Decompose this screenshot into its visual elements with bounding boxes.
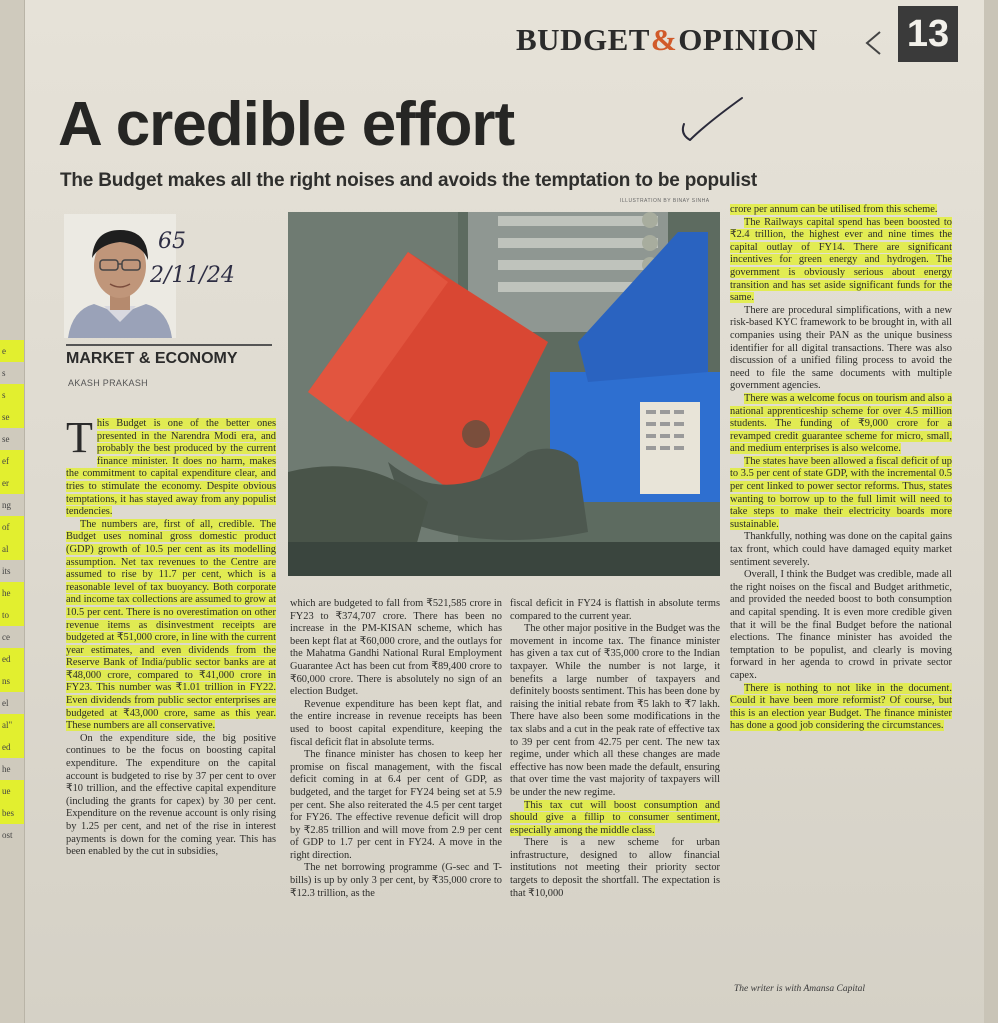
paragraph: This tax cut will boost consumption and should give a fillip to consumer sentiment, especially among the middle class. [510,799,720,836]
chevron-icon [864,30,882,56]
strip-fragment: se [0,406,24,428]
strip-fragment: ed [0,736,24,758]
paragraph: There was a welcome focus on tourism and also a national apprenticeship scheme for over 4.5 million students. The funding of ₹9,000 crore for a revamped credit guarantee scheme for micro, small, and medium enterprises is also welcome. [730,392,952,455]
check-icon [642,212,658,228]
article-column-4 [730,204,952,994]
strip-fragment: ng [2,500,11,510]
paragraph: The Railways capital spend has been boosted to ₹2.4 trillion, the highest ever and nine times the capital outlay of FY14. There are significant incentives for green energy and hydrogen. The government is obviously serious about energy transition and has set aside significant funds for the same. [730,216,952,304]
adjacent-page-strip [0,0,25,1023]
paragraph: The states have been allowed a fiscal deficit of up to 3.5 per cent of state GDP, with the incremental 0.5 per cent linked to power sector reforms. Thus, states wanting to borrow up to the full limit will need to take steps to make their electricity boards more sustainable. [730,455,952,530]
article-column-3 [510,598,720,994]
paragraph: The finance minister has chosen to keep her promise on fiscal management, with the fiscal deficit coming in at 6.4 per cent of GDP, as budgeted, and the target for FY24 being set at 5.9 per cent. She also reiterated the 4.5 per cent target for FY26. The effective revenue deficit will drop by ₹2.85 trillion and will move from 2.9 per cent of GDP to 1.7 per cent in FY24. A move in the right direction. [290,749,502,861]
strip-fragment: to [0,604,24,626]
strip-fragment: s [0,384,24,406]
article-column-1 [66,418,276,994]
strip-fragment: ed [0,648,24,670]
strip-fragment: al [0,538,24,560]
drop-cap: T [66,418,93,462]
strip-fragment: he [0,582,24,604]
handwritten-number: 65 [158,229,186,254]
paragraph: Revenue expenditure has been kept flat, and the entire increase in revenue receipts has been used to boost capital expenditure, keeping the fiscal deficit flat in absolute terms. [290,698,502,748]
paragraph: On the expenditure side, the big positive continues to be the focus on boosting capital expenditure. The expenditure on the capital account is budgeted to rise by 37 per cent to over ₹10 trillion, and the effective capital expenditure (including the grants for capex) by 30 per cent. Expenditure on the revenue account is only rising by 1.25 per cent, and net of the rise in interest payments is down for the coming year. This has been enabled by the cut in subsidies, [66,732,276,858]
headline: A credible effort [58,90,515,159]
section-opinion: OPINION [678,22,818,57]
strip-fragment: e [0,340,24,362]
standfirst: The Budget makes all the right noises and avoids the temptation to be populist [60,170,757,191]
paragraph: The net borrowing programme (G-sec and T-bills) is up by only 3 per cent, by ₹35,000 crore to ₹12.3 trillion, as the [290,862,502,899]
handwritten-note [150,222,260,296]
article-column-2 [290,598,502,994]
check-icon [642,235,658,251]
page-edge [984,0,998,1023]
paragraph: The other major positive in the Budget was the movement in income tax. The finance minister has given a tax cut of ₹35,000 crore to the Indian taxpayer. While the number is not large, it benefits a large number of taxpayers and definitely boosts sentiment. This has been done by raising the initial rebate from ₹5 lakh to ₹7 lakh. There have also been some modifications in the tax slabs and a cut in the peak rate of effective tax to 39 per cent from 42.75 per cent. The new tax regime, under which all these changes are made effective has now been made the default, ensuring that over time the vast majority of taxpayers will be under the new regime. [510,623,720,798]
paragraph: There are procedural simplifications, with a new risk-based KYC framework to be brought in, with all companies using their PAN as the unique business identifier for all digital transactions. There was also discussion of a unified filing process to avoid the need to file the same documents with multiple government agencies. [730,304,952,392]
strip-fragment: ef [0,450,24,472]
strip-fragment: bes [0,802,24,824]
section-header [516,22,818,58]
handwritten-date: 2/11/24 [150,263,235,288]
strip-fragment: ue [0,780,24,802]
strip-fragment: se [2,434,10,444]
section-ampersand: & [650,22,678,57]
byline: AKASH PRAKASH [68,378,148,388]
strip-fragment: el [2,698,9,708]
paragraph: fiscal deficit in FY24 is flattish in absolute terms compared to the current year. [510,598,720,622]
section-budget: BUDGET [516,22,650,57]
column-name: MARKET & ECONOMY [66,344,272,368]
paragraph: There is a new scheme for urban infrastructure, designed to allow financial institutions not meeting their priority sector targets to deposit the shortfall. The expectation is that ₹10,000 [510,837,720,899]
paragraph: The numbers are, first of all, credible. The Budget uses nominal gross domestic product (GDP) growth of 10.5 per cent as its modelling assumption. Net tax revenues to the Centre are assumed to rise by 11.7 per cent, which is a reasonable level of tax buoyancy. Both corporate and income tax collections are assumed to grow at 10.5 per cent. There is no overestimation on other revenue items as disinvestment receipts are budgeted at ₹51,000 crore, in line with the current year estimates, and even dividends from the Reserve Bank of India/public sector banks are at ₹48,000 crore, compared to ₹41,000 crore in FY23. This number was ₹1.01 trillion in FY22. Even dividends from public sector enterprises are budgeted at ₹43,000 crore, same as this year. These numbers are all conservative. [66,518,276,732]
strip-fragment: ce [2,632,10,642]
budget-illustration [288,212,720,576]
strip-fragment: its [2,566,11,576]
paragraph: crore per annum can be utilised from this scheme. [730,204,938,215]
paragraph: This Budget is one of the better ones presented in the Narendra Modi era, and probably the best produced by the current finance minister. It does no harm, makes the commitment to capital expenditure clear, and tries to stimulate the economy. Despite obvious temptations, it has stayed away from any populist tendencies. [66,418,276,518]
strip-fragment: ost [2,830,13,840]
paragraph: Overall, I think the Budget was credible, made all the right noises on the fiscal and Budget arithmetic, and provided the needed boost to both consumption and capital spending. It is even more credible given that it will be the final Budget before the national elections. The finance minister has avoided the temptation to be populist, and clearly is moving forward in her agenda to crowd in private sector capex. [730,569,952,681]
strip-fragment: ns [0,670,24,692]
strip-fragment: al" [0,714,24,736]
paragraph: There is nothing to not like in the document. Could it have been more reformist? Of course, but this is an election year Budget. The finance minister has done a good job considering the circumstances. [730,682,952,732]
paragraph: Thankfully, nothing was done on the capital gains tax front, which could have damaged equity market sentiment severely. [730,531,952,568]
strip-fragment: er [0,472,24,494]
page-number: 13 [898,6,958,62]
strip-fragment: of [0,516,24,538]
strip-fragment: s [2,368,6,378]
illustration-credit: ILLUSTRATION BY BINAY SINHA [620,198,710,204]
paragraph: which are budgeted to fall from ₹521,585 crore in FY23 to ₹374,707 crore. There has been no increase in the PM-KISAN scheme, which has been kept flat at ₹60,000 crore, and the outlays for the Mahatma Gandhi National Rural Employment Guarantee Act has been cut from ₹89,400 crore to ₹60,000 crore. There is absolutely no sign of an election Budget. [290,598,502,698]
author-footnote: The writer is with Amansa Capital [734,984,865,994]
pen-tick-mark [676,94,746,146]
strip-fragment: he [2,764,11,774]
